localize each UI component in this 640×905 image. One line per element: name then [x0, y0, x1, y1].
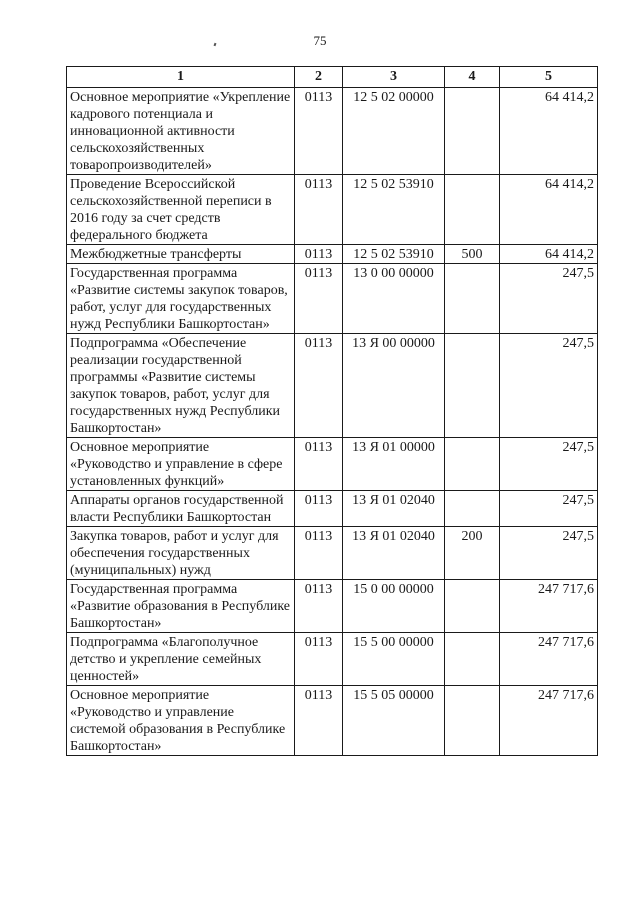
- table-row: [67, 633, 598, 686]
- row-amount: 247 717,6: [500, 686, 598, 756]
- row-section-code: 0113: [295, 334, 343, 438]
- row-expense-type: [445, 686, 500, 756]
- row-name: Подпрограмма «Благополучное детство и укрепление семейных ценностей»: [67, 633, 295, 686]
- row-name: Закупка товаров, работ и услуг для обеспечения государственных (муниципальных) нужд: [67, 527, 295, 580]
- row-expense-type: 500: [445, 245, 500, 264]
- header-col-4: 4: [445, 67, 500, 88]
- row-target-article: 15 5 05 00000: [343, 686, 445, 756]
- row-target-article: 13 Я 01 00000: [343, 438, 445, 491]
- row-name: Аппараты органов государственной власти Республики Башкортостан: [67, 491, 295, 527]
- row-name: Межбюджетные трансферты: [67, 245, 295, 264]
- row-section-code: 0113: [295, 686, 343, 756]
- row-name: Основное мероприятие «Руководство и управление в сфере установленных функций»: [67, 438, 295, 491]
- header-col-2: 2: [295, 67, 343, 88]
- row-expense-type: 200: [445, 527, 500, 580]
- row-target-article: 15 5 00 00000: [343, 633, 445, 686]
- table-row: [67, 264, 598, 334]
- row-amount: 64 414,2: [500, 88, 598, 175]
- row-target-article: 13 Я 01 02040: [343, 527, 445, 580]
- row-name: Основное мероприятие «Руководство и управление системой образования в Республике Башкортостан»: [67, 686, 295, 756]
- row-amount: 247,5: [500, 334, 598, 438]
- header-col-3: 3: [343, 67, 445, 88]
- table-row: [67, 88, 598, 175]
- table-row: [67, 686, 598, 756]
- row-expense-type: [445, 633, 500, 686]
- row-expense-type: [445, 264, 500, 334]
- row-name: Государственная программа «Развитие образования в Республике Башкортостан»: [67, 580, 295, 633]
- row-amount: 247,5: [500, 527, 598, 580]
- table-row: [67, 175, 598, 245]
- row-target-article: 12 5 02 53910: [343, 245, 445, 264]
- row-target-article: 12 5 02 53910: [343, 175, 445, 245]
- header-col-5: 5: [500, 67, 598, 88]
- row-target-article: 12 5 02 00000: [343, 88, 445, 175]
- budget-table: [66, 66, 598, 756]
- row-target-article: 13 Я 01 02040: [343, 491, 445, 527]
- row-section-code: 0113: [295, 580, 343, 633]
- row-section-code: 0113: [295, 527, 343, 580]
- row-section-code: 0113: [295, 175, 343, 245]
- row-expense-type: [445, 175, 500, 245]
- row-expense-type: [445, 491, 500, 527]
- row-amount: 247 717,6: [500, 580, 598, 633]
- row-section-code: 0113: [295, 245, 343, 264]
- row-amount: 64 414,2: [500, 245, 598, 264]
- table-row: [67, 438, 598, 491]
- row-amount: 64 414,2: [500, 175, 598, 245]
- row-name: Проведение Всероссийской сельскохозяйственной переписи в 2016 году за счет средств федерального бюджета: [67, 175, 295, 245]
- table-row: [67, 245, 598, 264]
- row-section-code: 0113: [295, 88, 343, 175]
- row-name: Подпрограмма «Обеспечение реализации государственной программы «Развитие системы закупок товаров, работ, услуг для государственных нужд Республики Башкортостан»: [67, 334, 295, 438]
- row-amount: 247,5: [500, 491, 598, 527]
- row-expense-type: [445, 580, 500, 633]
- header-col-1: 1: [67, 67, 295, 88]
- row-name: Основное мероприятие «Укрепление кадрового потенциала и инновационной активности сельскохозяйственных товаропроизводителей»: [67, 88, 295, 175]
- table-row: [67, 580, 598, 633]
- page-number: 75: [313, 33, 327, 48]
- row-target-article: 15 0 00 00000: [343, 580, 445, 633]
- row-section-code: 0113: [295, 264, 343, 334]
- row-expense-type: [445, 334, 500, 438]
- row-expense-type: [445, 88, 500, 175]
- row-amount: 247 717,6: [500, 633, 598, 686]
- row-target-article: 13 0 00 00000: [343, 264, 445, 334]
- row-amount: 247,5: [500, 264, 598, 334]
- row-expense-type: [445, 438, 500, 491]
- row-amount: 247,5: [500, 438, 598, 491]
- table-row: [67, 334, 598, 438]
- row-target-article: 13 Я 00 00000: [343, 334, 445, 438]
- table-header-row: [67, 67, 598, 88]
- row-section-code: 0113: [295, 438, 343, 491]
- table-row: [67, 527, 598, 580]
- table-row: [67, 491, 598, 527]
- row-section-code: 0113: [295, 491, 343, 527]
- row-section-code: 0113: [295, 633, 343, 686]
- row-name: Государственная программа «Развитие системы закупок товаров, работ, услуг для государственных нужд Республики Башкортостан»: [67, 264, 295, 334]
